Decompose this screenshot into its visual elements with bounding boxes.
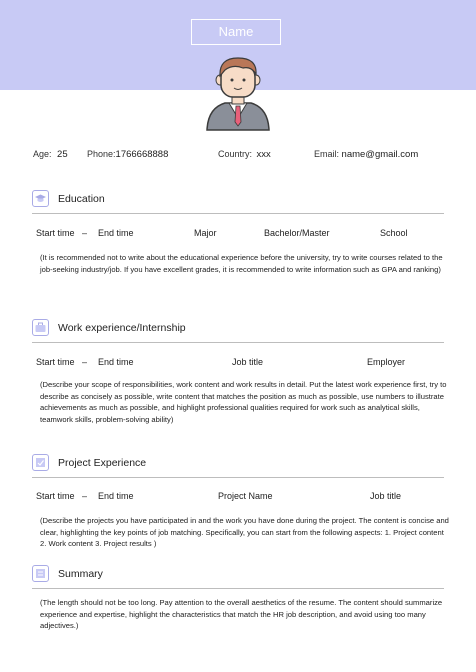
project-divider (32, 477, 444, 478)
education-major: Major (194, 228, 217, 238)
email-label: Email: (314, 149, 340, 159)
work-job-title: Job title (232, 357, 264, 367)
work-end-time: End time (98, 357, 134, 367)
phone-label: Phone: (87, 149, 116, 159)
age-value: 25 (57, 149, 68, 160)
summary-icon (32, 565, 49, 582)
country-label: Country: (218, 149, 253, 159)
education-start-time: Start time (36, 228, 75, 238)
education-degree: Bachelor/Master (264, 228, 330, 238)
education-divider (32, 213, 444, 214)
work-employer: Employer (367, 357, 406, 367)
project-name: Project Name (218, 491, 273, 501)
country-value: xxx (256, 149, 271, 160)
phone-field (87, 149, 168, 160)
project-end-time: End time (98, 491, 134, 501)
project-title: Project Experience (58, 457, 147, 469)
project-icon (32, 454, 49, 471)
education-dash: – (82, 228, 88, 238)
work-dash: – (82, 357, 88, 367)
work-title: Work experience/Internship (58, 322, 186, 334)
project-start-time: Start time (36, 491, 75, 501)
graduation-cap-icon (32, 190, 49, 207)
email-value: name@gmail.com (341, 149, 419, 160)
work-note: (Describe your scope of responsibilities, work content and work results in detail. Put the latest work experience first, try to describe as concisely as possible, write content that matches the position as much as possible, use numbers to illustrate achievements as much as possible, and highlight professional qualities required for work such as analytical skills, teamwork skills, problem-solving ability) (40, 380, 447, 424)
education-school: School (380, 228, 408, 238)
email-field (314, 149, 418, 160)
education-note: (It is recommended not to write about the educational experience before the university, try to write courses related to the job-seeking industry/job. If you have excellent grades, it is recommended to write information such as GPA and ranking) (40, 253, 443, 274)
name-box[interactable]: Name (191, 19, 281, 45)
phone-value: 1766668888 (115, 149, 169, 160)
summary-note: (The length should not be too long. Pay attention to the overall aesthetics of the resume. The content should summarize experience and expertise, highlight the characteristics that match the HR job description, and avoid using too many adjectives.) (40, 598, 443, 630)
work-start-time: Start time (36, 357, 75, 367)
summary-title: Summary (58, 568, 103, 580)
education-title: Education (58, 193, 105, 205)
summary-divider (32, 588, 444, 589)
age-label: Age: (33, 149, 52, 159)
project-note: (Describe the projects you have participated in and the work you have done during the project. The content is concise and clear, highlighting the key points of job matching. Specifically, you can start from the following aspects: 1. Project content 2. Work content 3. Project results ) (40, 516, 449, 548)
age-field (33, 149, 68, 160)
avatar (205, 56, 271, 132)
country-field (218, 149, 271, 160)
briefcase-icon (32, 319, 49, 336)
project-dash: – (82, 491, 88, 501)
project-job-title: Job title (370, 491, 402, 501)
work-divider (32, 342, 444, 343)
education-end-time: End time (98, 228, 134, 238)
